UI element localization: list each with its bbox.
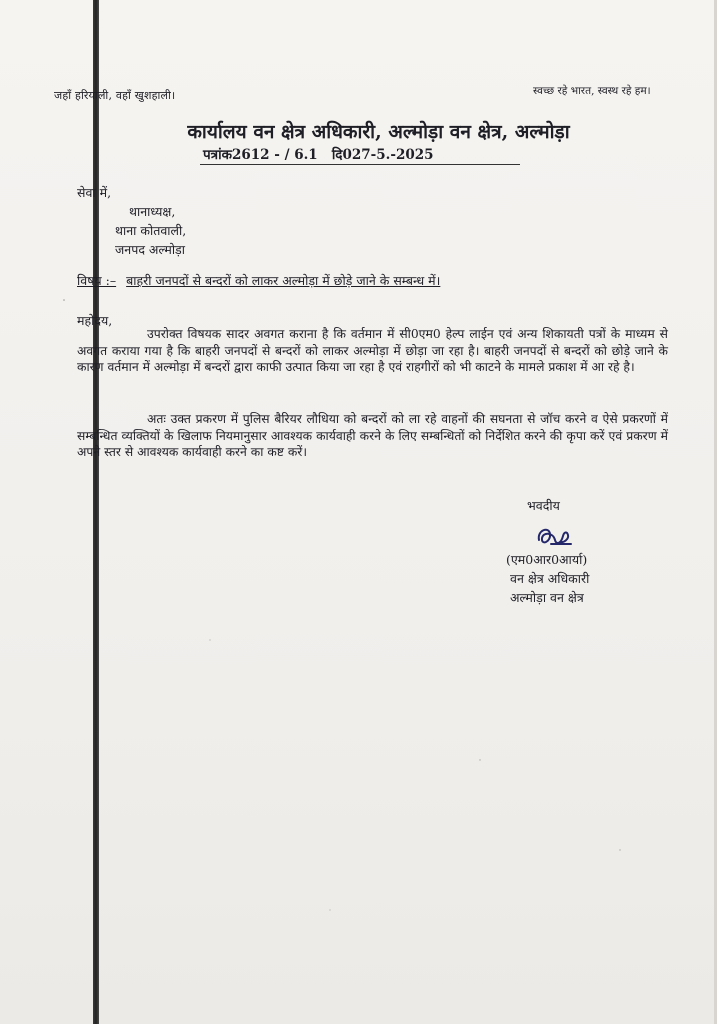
- ref-number: 2612 - / 6.1: [232, 147, 318, 163]
- ref-label: पत्रांक: [203, 147, 232, 163]
- reference-line: [203, 145, 434, 163]
- body-paragraph-1: उपरोक्त विषयक सादर अवगत कराना है कि वर्तमान में सी0एम0 हेल्प लाईन एवं अन्य शिकायती पत्रों के माध्यम से अवगत कराया गया है कि बाहरी जनपदों से बन्दरों को लाकर अल्मोड़ा में छोड़ा जा रहा है। बाहरी जनपदों से बन्दरों को छोड़े जाने के कारण वर्तमान में अल्मोड़ा में बन्दरों द्वारा काफी उत्पात किया जा रहा है एवं राहगीरों को भी काटने के मामले प्रकाश में आ रहे है।: [77, 327, 668, 375]
- signatory-block: [504, 550, 589, 607]
- subject-label: विषय :–: [77, 273, 117, 288]
- slogan-right: स्वच्छ रहे भारत, स्वस्थ रहे हम।: [533, 85, 651, 97]
- address-line-2: थाना कोतवाली,: [115, 223, 187, 238]
- binder-edge-line: [93, 0, 99, 1024]
- reference-underline: [200, 164, 520, 165]
- address-intro: सेवा में,: [77, 185, 112, 200]
- body-paragraph-2: अतः उक्त प्रकरण में पुलिस बैरियर लौधिया को बन्दरों को ला रहे वाहनों की सघनता से जॉच करने व ऐसे प्रकरणों में सम्बन्धित व्यक्तियों के खिलाफ नियमानुसार आवश्यक कार्यवाही करने के लिए सम्बन्धितों को निर्देशित करने की कृपा करें एवं प्रकरण में अपने स्तर से आवश्यक कार्यवाही करने का कष्ट करें।: [77, 412, 668, 460]
- recipient-address: [77, 183, 186, 259]
- closing-word: भवदीय: [527, 498, 560, 513]
- subject-line: [77, 272, 440, 289]
- office-title: कार्यालय वन क्षेत्र अधिकारी, अल्मोड़ा वन क्षेत्र, अल्मोड़ा: [187, 121, 570, 143]
- address-line-3: जनपद अल्मोड़ा: [115, 242, 185, 257]
- slogan-left: जहाँ हरियाली, वहाँ खुशहाली।: [54, 89, 176, 102]
- subject-text: बाहरी जनपदों से बन्दरों को लाकर अल्मोड़ा में छोड़े जाने के सम्बन्ध में।: [126, 273, 441, 288]
- signatory-place: अल्मोड़ा वन क्षेत्र: [510, 590, 584, 605]
- signatory-designation: वन क्षेत्र अधिकारी: [510, 571, 590, 586]
- address-line-1: थानाध्यक्ष,: [129, 204, 176, 219]
- salutation: महोदय,: [77, 313, 113, 328]
- date-label: दि0: [331, 147, 352, 163]
- date-value: 27-5.-2025: [351, 147, 434, 163]
- signatory-name: (एम0आर0आर्या): [506, 552, 588, 567]
